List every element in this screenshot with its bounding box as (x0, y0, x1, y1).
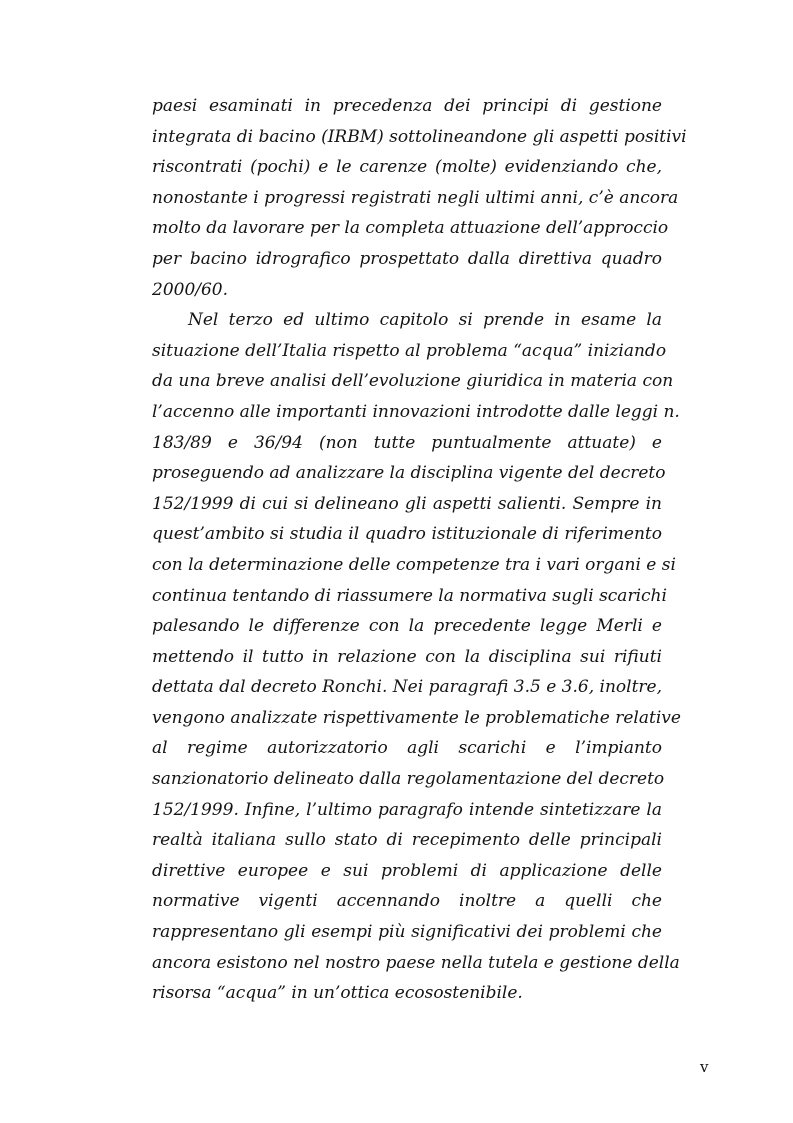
text-line: riscontrati (pochi) e le carenze (molte) evidenziando che, (152, 157, 662, 178)
page-number: v (700, 1058, 709, 1076)
text-line: situazione dell’Italia rispetto al problema “acqua” iniziando (152, 340, 667, 361)
text-line: al regime autorizzatorio agli scarichi e l’impianto (152, 738, 662, 759)
text-line: Nel terzo ed ultimo capitolo si prende in esame la (188, 310, 662, 331)
text-line: l’accenno alle importanti innovazioni introdotte dalle leggi n. (152, 401, 680, 422)
text-line: per bacino idrografico prospettato dalla direttiva quadro (152, 248, 662, 269)
text-line: mettendo il tutto in relazione con la disciplina sui rifiuti (152, 646, 662, 667)
text-line: continua tentando di riassumere la normativa sugli scarichi (152, 585, 667, 606)
paragraph-2 (152, 305, 681, 1009)
text-line: rappresentano gli esempi più significativi dei problemi che (152, 922, 662, 943)
text-line: 152/1999 di cui si delineano gli aspetti salienti. Sempre in (152, 493, 662, 514)
text-line: direttive europee e sui problemi di applicazione delle (152, 860, 662, 881)
text-line: da una breve analisi dell’evoluzione giuridica in materia con (152, 371, 674, 392)
paragraph-1 (152, 91, 687, 305)
text-line: 152/1999. Infine, l’ultimo paragrafo intende sintetizzare la (152, 799, 662, 820)
body-text (152, 91, 687, 1009)
text-line: palesando le differenze con la precedente legge Merli e (152, 616, 662, 637)
text-line: molto da lavorare per la completa attuazione dell’approccio (152, 218, 669, 239)
text-line: nonostante i progressi registrati negli ultimi anni, c’è ancora (152, 187, 679, 208)
text-line: risorsa “acqua” in un’ottica ecosostenibile. (152, 983, 523, 1004)
text-line: proseguendo ad analizzare la disciplina vigente del decreto (152, 463, 666, 484)
text-line: quest’ambito si studia il quadro istituzionale di riferimento (152, 524, 662, 545)
text-line: realtà italiana sullo stato di recepimento delle principali (152, 830, 662, 851)
text-line: dettata dal decreto Ronchi. Nei paragrafi 3.5 e 3.6, inoltre, (152, 677, 662, 698)
text-line: con la determinazione delle competenze tra i vari organi e si (152, 554, 676, 575)
text-line: 183/89 e 36/94 (non tutte puntualmente attuate) e (152, 432, 662, 453)
text-line: sanzionatorio delineato dalla regolamentazione del decreto (152, 769, 665, 790)
text-line: ancora esistono nel nostro paese nella tutela e gestione della (152, 952, 680, 973)
text-line: vengono analizzate rispettivamente le problematiche relative (152, 707, 681, 728)
text-line: paesi esaminati in precedenza dei principi di gestione (152, 96, 662, 116)
text-line: 2000/60. (152, 279, 229, 300)
text-line: integrata di bacino (IRBM) sottolineandone gli aspetti positivi (152, 126, 687, 147)
text-line: normative vigenti accennando inoltre a quelli che (152, 891, 662, 912)
